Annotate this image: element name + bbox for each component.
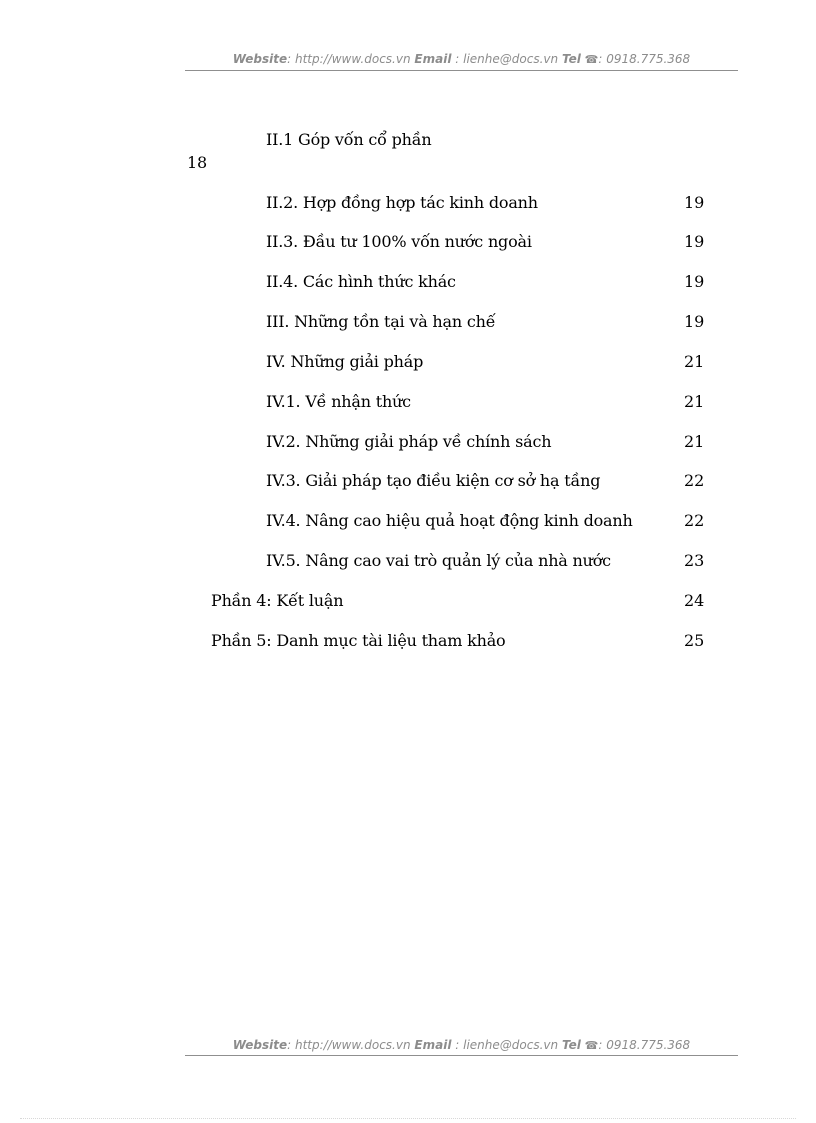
- toc-entry-title: IV.1. Về nhận thức: [266, 392, 411, 411]
- toc-entry-page: 21: [684, 432, 705, 451]
- footer-tel-value: : 0918.775.368: [598, 1038, 691, 1052]
- phone-icon: ☎: [584, 53, 599, 66]
- toc-entry-page: 19: [684, 193, 705, 212]
- toc-entry-page: 19: [684, 312, 705, 331]
- toc-entry-title: II.4. Các hình thức khác: [266, 272, 456, 291]
- header-website-label: Website: [232, 52, 288, 66]
- header-website-value: : http://www.docs.vn: [287, 52, 411, 66]
- footer-website-value: : http://www.docs.vn: [287, 1038, 411, 1052]
- header-divider: [185, 70, 738, 71]
- toc-entry-page: 21: [684, 352, 705, 371]
- footer-email-label: Email: [414, 1038, 452, 1052]
- toc-entry-page: 18: [187, 153, 207, 172]
- header-tel-label: Tel: [561, 52, 581, 66]
- toc-entry-title: IV.4. Nâng cao hiệu quả hoạt động kinh doanh: [266, 511, 633, 530]
- toc-entry-page: 23: [684, 551, 705, 570]
- toc-entry-title: II.3. Đầu tư 100% vốn nước ngoài: [266, 232, 532, 251]
- toc-entry-title: Phần 4: Kết luận: [211, 591, 344, 610]
- header-email-value: : lienhe@docs.vn: [455, 52, 559, 66]
- footer-website-label: Website: [232, 1038, 288, 1052]
- footer-divider: [185, 1055, 738, 1056]
- page-header: [185, 52, 738, 66]
- header-tel-value: : 0918.775.368: [598, 52, 691, 66]
- toc-entry-title: II.1 Góp vốn cổ phần: [266, 130, 432, 149]
- toc-entry-title: Phần 5: Danh mục tài liệu tham khảo: [211, 631, 506, 650]
- toc-entry-title: IV.3. Giải pháp tạo điều kiện cơ sở hạ tầng: [266, 471, 601, 490]
- footer-email-value: : lienhe@docs.vn: [455, 1038, 559, 1052]
- toc-entry-title: IV. Những giải pháp: [266, 352, 424, 371]
- toc-entry-page: 22: [684, 511, 705, 530]
- toc-entry-page: 19: [684, 232, 705, 251]
- toc-entry-page: 22: [684, 471, 705, 490]
- toc-entry-title: IV.5. Nâng cao vai trò quản lý của nhà nước: [266, 551, 611, 570]
- toc-entry-title: IV.2. Những giải pháp về chính sách: [266, 432, 552, 451]
- toc-entry-title: III. Những tồn tại và hạn chế: [266, 312, 496, 331]
- footer-tel-label: Tel: [561, 1038, 581, 1052]
- toc-entry-page: 25: [684, 631, 705, 650]
- phone-icon: ☎: [584, 1039, 599, 1052]
- page-footer: [185, 1038, 738, 1052]
- header-email-label: Email: [414, 52, 452, 66]
- toc-entry-title: II.2. Hợp đồng hợp tác kinh doanh: [266, 193, 538, 212]
- page-bottom-border: [20, 1118, 796, 1119]
- toc-entry-page: 24: [684, 591, 705, 610]
- toc-entry-page: 19: [684, 272, 705, 291]
- toc-entry-page: 21: [684, 392, 705, 411]
